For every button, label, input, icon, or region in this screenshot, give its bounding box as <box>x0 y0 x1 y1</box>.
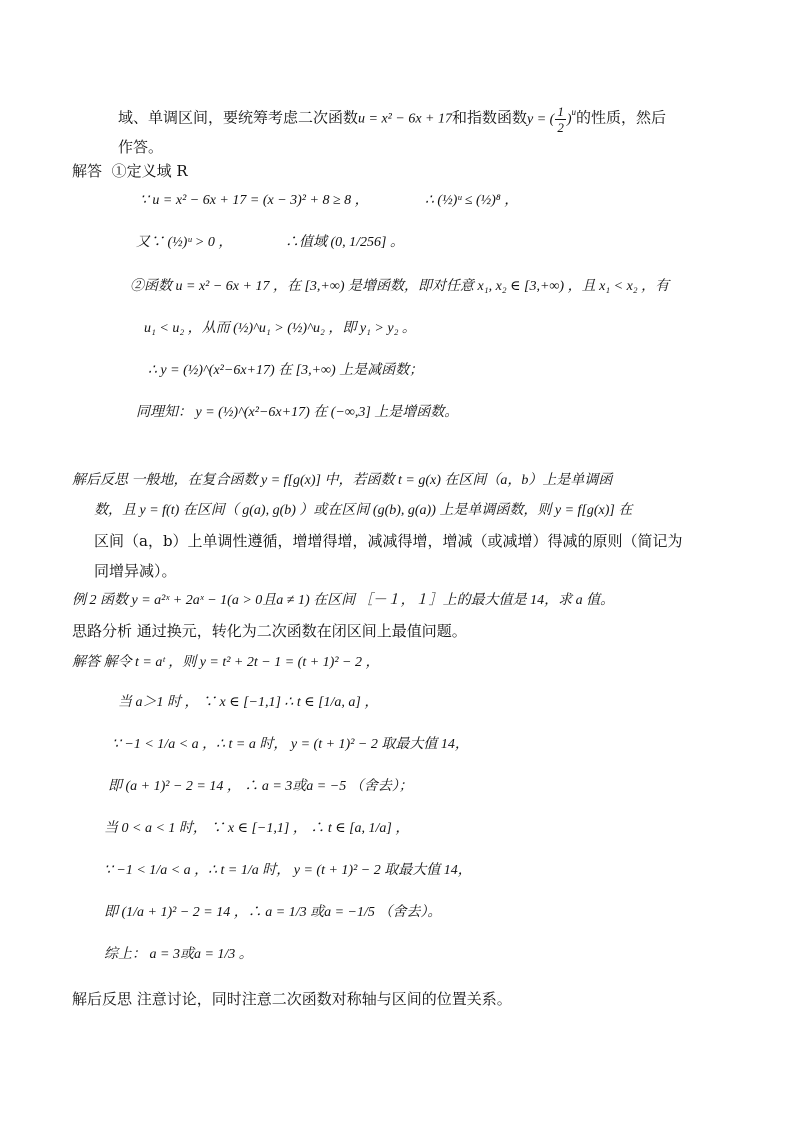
eq-line-1: ∵ u = x² − 6x + 17 = (x − 3)² + 8 ≥ 8 ， <box>140 193 369 208</box>
text: 的性质，然后 <box>576 108 667 127</box>
example-2-title: 例 2 函数 y = a²ˣ + 2aˣ − 1(a > 0且a ≠ 1) 在区间 ［－１，１］上的最大值是 14，求 a 值。 <box>72 593 615 608</box>
text: 域、单调区间，要统筹考虑二次函数 <box>118 108 359 127</box>
text: 和指数函数 <box>451 108 527 127</box>
reflect-1-line-3: 区间（a，b）上单调性遵循，增增得增，减减得增，增减（或减增）得减的原则（简记为 <box>94 532 683 550</box>
summary-line: 综上： a = 3或a = 1/3 。 <box>104 947 253 962</box>
case-1-line-1: 当 a＞1 时 ， ∵ x ∈ [−1,1] ∴ t ∈ [1/a, a] ， <box>118 695 379 710</box>
eq-line-2b: ∴值域 (0, 1/256] 。 <box>285 235 404 250</box>
eq-line-2: 又∵ (½)ᵘ > 0 ， <box>136 235 233 250</box>
mono-line-3: ∴ y = (½)^(x²−6x+17) 在 [3,+∞) 上是减函数； <box>148 363 424 378</box>
case-1-line-3: 即 (a + 1)² − 2 = 14 ， ∴ a = 3或a = −5 （舍去）； <box>108 779 413 794</box>
answer-label: 解答 <box>72 162 103 180</box>
reflect-1-line-4: 同增异减）。 <box>94 562 177 580</box>
domain-text: ①定义域 R <box>111 162 188 180</box>
reflect-1-line-2: 数，且 y = f(t) 在区间（ g(a), g(b) ）或在区间 (g(b), g(a)) 上是单调函数，则 y = f[g(x)] 在 <box>94 503 633 518</box>
reflect-2-line: 解后反思 注意讨论，同时注意二次函数对称轴与区间的位置关系。 <box>72 990 512 1008</box>
idea-line: 思路分析 通过换元，转化为二次函数在闭区间上最值问题。 <box>72 622 467 640</box>
case-2-line-2: ∵ −1 < 1/a < a ，∴ t = 1/a 时， y = (t + 1)² − 2 取最大值 14， <box>104 863 472 878</box>
quadratic-formula: u = x² − 6x + 17 <box>358 111 452 127</box>
case-2-line-1: 当 0 < a < 1 时， ∵ x ∈ [−1,1] ， ∴ t ∈ [a, 1/a] ， <box>104 821 410 836</box>
exp-formula: y = ( $\frac{1}{2}$ )$^u$ <box>527 104 576 135</box>
top-line-1 <box>118 104 666 135</box>
eq-line-1b: ∴ (½)ᵘ ≤ (½)⁸ ， <box>425 193 519 208</box>
top-line-2: 作答。 <box>118 138 164 156</box>
mono-line-1: ②函数 u = x² − 6x + 17 ，在 [3,+∞) 是增函数，即对任意 x₁, x₂ ∈ [3,+∞) ，且 x₁ < x₂ ，有 <box>130 279 670 294</box>
case-1-line-2: ∵ −1 < 1/a < a ，∴ t = a 时， y = (t + 1)² − 2 取最大值 14， <box>112 737 469 752</box>
mono-line-2: u₁ < u₂ ，从而 (½)^u₁ > (½)^u₂ ，即 y₁ > y₂ 。 <box>144 321 416 336</box>
answer-1-header <box>72 160 188 182</box>
solution-line: 解答 解令 t = aᵗ ，则 y = t² + 2t − 1 = (t + 1)² − 2 ， <box>72 655 380 670</box>
mono-line-4: 同理知： y = (½)^(x²−6x+17) 在 (−∞,3] 上是增函数。 <box>136 405 459 420</box>
case-2-line-3: 即 (1/a + 1)² − 2 = 14 ，∴ a = 1/3 或a = −1/5 （舍去）。 <box>104 905 442 920</box>
reflect-1-line-1: 解后反思 一般地，在复合函数 y = f[g(x)] 中，若函数 t = g(x) 在区间（a，b）上是单调函 <box>72 473 613 488</box>
